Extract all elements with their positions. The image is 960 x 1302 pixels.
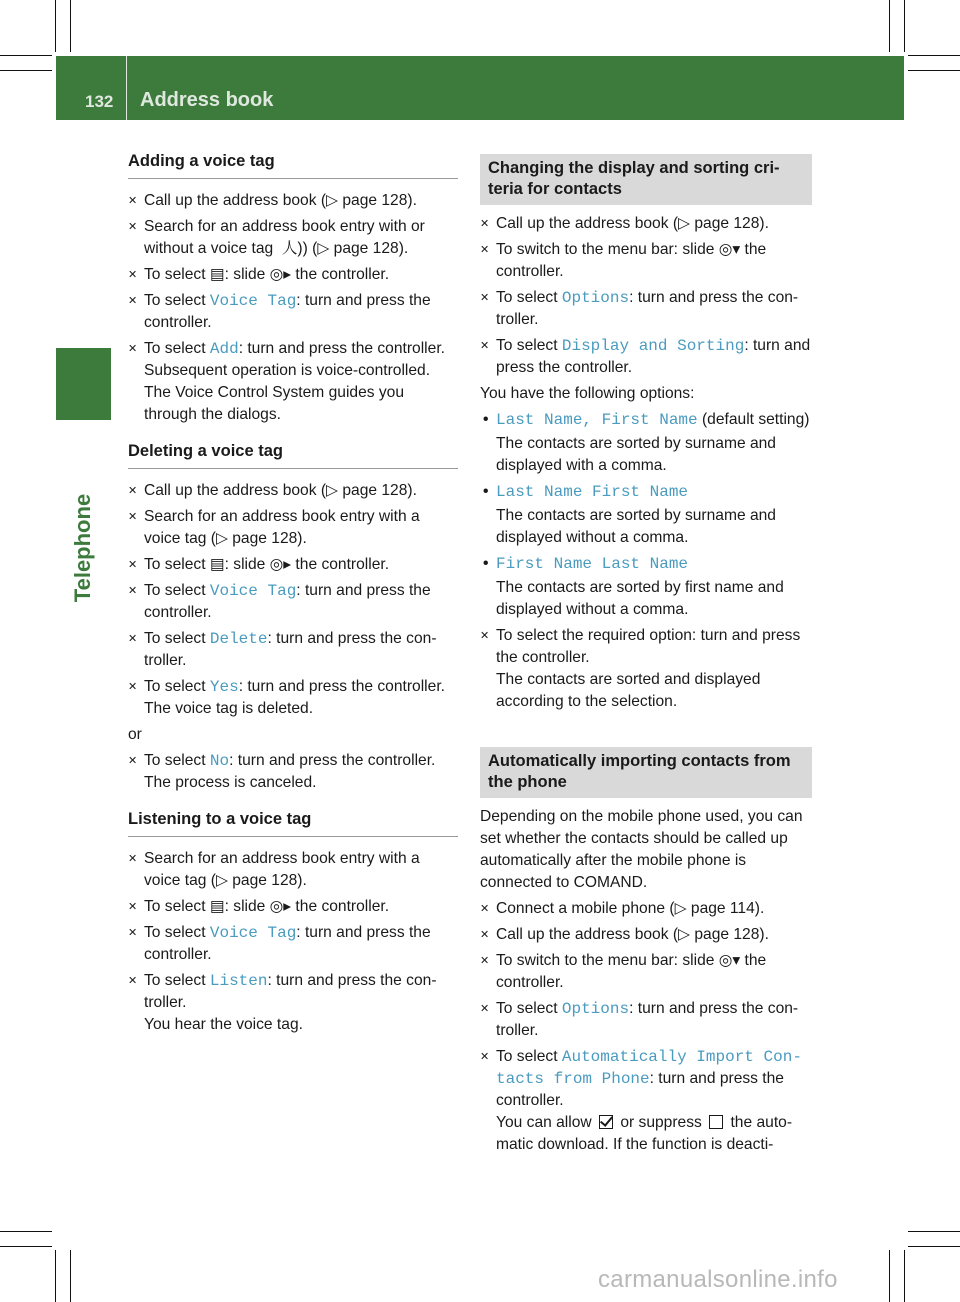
step: ✕ To select Yes: turn and press the controller. The voice tag is deleted.: [128, 676, 458, 720]
section-heading-adding: Adding a voice tag: [128, 150, 458, 179]
crop-mark: [908, 1246, 960, 1247]
left-column: [128, 150, 458, 1040]
step: ✕ To select the required option: turn and press the controller. The contacts are sorted and displayed according to the selection.: [480, 625, 812, 713]
menu-item-listen: Listen: [209, 972, 268, 990]
checkbox-empty-icon: [709, 1115, 723, 1129]
crop-mark: [908, 70, 960, 71]
crop-mark: [889, 1250, 890, 1302]
crop-mark: [55, 1250, 56, 1302]
crop-mark: [55, 0, 56, 52]
step: ✕ To select No: turn and press the controller. The process is canceled.: [128, 750, 458, 794]
step: ✕ To select Voice Tag: turn and press the controller.: [128, 922, 458, 966]
option-description: The contacts are sorted by first name and displayed without a comma.: [496, 579, 784, 618]
step: ✕ To select Options: turn and press the con-troller.: [480, 998, 812, 1042]
step: ✕ To select Automatically Import Con‐ tacts from Phone: turn and press the controller. You can allow or suppress the auto-matic download. If the function is deacti-: [480, 1046, 812, 1156]
step: ✕ Call up the address book (▷ page 128).: [480, 924, 812, 946]
menu-item-display-and-sorting: Display and Sorting: [561, 337, 745, 355]
crop-mark: [904, 1250, 905, 1302]
section-heading-changing: Changing the display and sorting cri-teria for contacts: [480, 154, 812, 205]
crop-mark: [0, 70, 52, 71]
section-heading-listening: Listening to a voice tag: [128, 808, 458, 837]
menu-item-yes: Yes: [209, 678, 239, 696]
crop-mark: [908, 1231, 960, 1232]
option-item: • Last Name, First Name (default setting): [480, 409, 812, 431]
step: ✕ Call up the address book (▷ page 128).: [128, 480, 458, 502]
step: ✕ Call up the address book (▷ page 128).: [128, 190, 458, 212]
step: ✕ To select Options: turn and press the con-troller.: [480, 287, 812, 331]
crop-mark: [889, 0, 890, 52]
step: ✕ Search for an address book entry with or without a voice tag ⼈)) (▷ page 128).: [128, 216, 458, 260]
step: ✕ Search for an address book entry with a voice tag (▷ page 128).: [128, 506, 458, 550]
option-first-last: First Name Last Name: [496, 555, 689, 573]
step: ✕ To select ▤: slide ◎▸ the controller.: [128, 896, 458, 918]
step: ✕ To switch to the menu bar: slide ◎▾ the controller.: [480, 239, 812, 283]
option-description: The contacts are sorted by surname and displayed with a comma.: [496, 435, 776, 474]
crop-mark: [70, 1250, 71, 1302]
or-text: or: [128, 726, 142, 743]
menu-item-add: Add: [209, 340, 239, 358]
header-divider: [126, 56, 127, 120]
option-last-name-comma: Last Name, First Name: [496, 411, 698, 429]
page-number: 132: [85, 92, 114, 111]
step: ✕ Connect a mobile phone (▷ page 114).: [480, 898, 812, 920]
crop-mark: [0, 55, 52, 56]
step: ✕ Search for an address book entry with a voice tag (▷ page 128).: [128, 848, 458, 892]
checkbox-checked-icon: [599, 1115, 613, 1129]
step: ✕ To select Voice Tag: turn and press the controller.: [128, 290, 458, 334]
section-tab-marker: [56, 348, 111, 420]
step: ✕ To select Delete: turn and press the con-troller.: [128, 628, 458, 672]
menu-item-voice-tag: Voice Tag: [209, 292, 297, 310]
right-column: [480, 154, 812, 1160]
options-intro: You have the following options:: [480, 385, 695, 402]
option-description: The contacts are sorted by surname and displayed without a comma.: [496, 507, 776, 546]
crop-mark: [908, 55, 960, 56]
page-title: Address book: [140, 89, 274, 111]
option-item: [480, 553, 812, 575]
option-last-first: Last Name First Name: [496, 483, 689, 501]
step: ✕ To select Add: turn and press the controller. Subsequent operation is voice-controlled. The Voice Control System guides you through the dialogs.: [128, 338, 458, 426]
watermark: carmanualsonline.info: [598, 1266, 838, 1293]
step: ✕ Call up the address book (▷ page 128).: [480, 213, 812, 235]
section-heading-auto-import: Automatically importing contacts from the phone: [480, 747, 812, 798]
auto-import-intro: Depending on the mobile phone used, you can set whether the contacts should be called up automatically after the mobile phone is connected to COMAND.: [480, 808, 803, 891]
crop-mark: [70, 0, 71, 52]
step: ✕ To select Voice Tag: turn and press the controller.: [128, 580, 458, 624]
step: ✕ To select ▤: slide ◎▸ the controller.: [128, 264, 458, 286]
menu-item-voice-tag: Voice Tag: [209, 582, 297, 600]
menu-item-voice-tag: Voice Tag: [209, 924, 297, 942]
step: ✕ To switch to the menu bar: slide ◎▾ the controller.: [480, 950, 812, 994]
menu-item-delete: Delete: [209, 630, 268, 648]
crop-mark: [0, 1231, 52, 1232]
section-label: Telephone: [70, 493, 95, 603]
step: ✕ To select Listen: turn and press the con-troller. You hear the voice tag.: [128, 970, 458, 1036]
crop-mark: [0, 1246, 52, 1247]
step: ✕ To select Display and Sorting: turn and press the controller.: [480, 335, 812, 379]
step: ✕ To select ▤: slide ◎▸ the controller.: [128, 554, 458, 576]
menu-item-no: No: [209, 752, 230, 770]
section-heading-deleting: Deleting a voice tag: [128, 440, 458, 469]
crop-mark: [904, 0, 905, 52]
menu-item-options: Options: [561, 1000, 630, 1018]
option-item: [480, 481, 812, 503]
menu-item-auto-import: Automatically Import Con‐ tacts from Phone: [496, 1048, 802, 1088]
menu-item-options: Options: [561, 289, 630, 307]
